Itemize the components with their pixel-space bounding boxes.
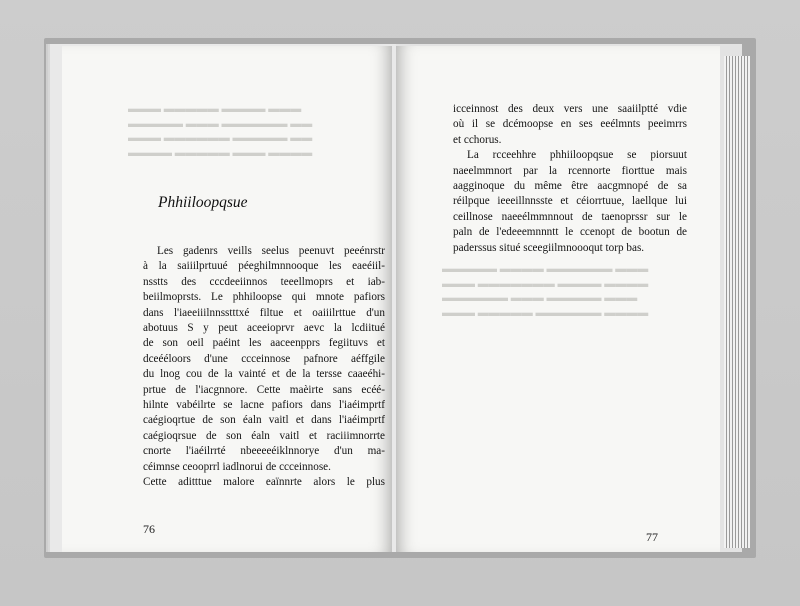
- left-body-text: [143, 244, 385, 491]
- text-line: Cette aditttue malore eaïnnrte alors le plus: [143, 476, 385, 489]
- right-page: [396, 46, 720, 552]
- text-line: à la saiiilprtuué péeghilmnnooque les eaeéiil-: [143, 260, 385, 273]
- text-line: de son oeil paéint les aaceenpprs fegiituvs et: [143, 337, 385, 350]
- text-line: nsstts des cccdeeiinnos teeellmoprs et iab-: [143, 275, 385, 288]
- text-line: céimnse ceooprrl iadlnorui de ccceinnose.: [143, 460, 331, 473]
- text-line: dans l'iaeeiiilnnsstttxé filtue et oaiiilrttue d'un: [143, 306, 385, 319]
- text-line: La rcceehhre phhiiloopqsue se piorsuut: [467, 149, 687, 162]
- page-edges: [724, 56, 750, 548]
- section-heading: Phhiiloopqsue: [158, 194, 248, 211]
- text-line: ceillnose naeeélmmnnout de taenoprssr sur le: [453, 210, 687, 223]
- show-through-text: ▬▬▬ ▬▬▬▬▬ ▬▬▬▬ ▬▬▬ ▬▬▬▬▬ ▬▬▬ ▬▬▬▬▬▬ ▬▬ ▬▬▬ ▬▬▬▬▬▬ ▬▬▬▬▬ ▬▬ ▬▬▬▬ ▬▬▬▬▬ ▬▬▬ ▬▬▬▬: [128, 103, 313, 159]
- left-page: [62, 46, 392, 552]
- text-line: du lnog cou de la vainté et de la tersse caaeéhi-: [143, 368, 385, 381]
- text-line: Les gadenrs veills seelus peenuvt peeénrstr: [157, 245, 385, 257]
- text-line: et cchorus.: [453, 133, 502, 146]
- right-body-text: [453, 102, 687, 256]
- page-number: 77: [646, 530, 658, 544]
- text-line: caégioqrtue de son éaln vaitl et dans l'iaéimprtf: [143, 414, 385, 427]
- text-line: abotuus S y peut aceeioprvr aevc la lcdiitué: [143, 322, 385, 335]
- text-line: dceééloors d'une ccceinnose pafnore aéffgile: [143, 352, 385, 365]
- text-line: caégioqrsue de son éaln vaitl et raciiimnorrte: [143, 429, 385, 442]
- text-line: prtue de l'iacgnnore. Cette maèirte sans ecéé-: [143, 383, 385, 396]
- text-line: paderssus situé sceegiilmnoooqut torp bas.: [453, 241, 645, 254]
- text-line: icceinnost des deux vers une saaiilptté vdie: [453, 103, 687, 115]
- text-line: où il se dcémoopse en ses eeélmnts peeimrrs: [453, 118, 687, 131]
- show-through-text: ▬▬▬▬▬ ▬▬▬▬ ▬▬▬▬▬▬ ▬▬▬ ▬▬▬ ▬▬▬▬▬▬▬ ▬▬▬▬ ▬▬▬▬ ▬▬▬▬▬▬ ▬▬▬ ▬▬▬▬▬ ▬▬▬ ▬▬▬ ▬▬▬▬▬ ▬▬▬▬▬▬ ▬▬▬▬: [442, 263, 649, 319]
- text-line: réilpque ieeeillnnsste et céiorrtuue, laellque lui: [453, 195, 687, 208]
- text-line: naeelmmnort par la rcennorte fiorttue mais: [453, 164, 687, 177]
- text-line: cnorte l'iaéilrrté nbeeeeéiklnnorye d'un ma-: [143, 445, 385, 458]
- text-line: aagginoque du même être aacgmnopé de sa: [453, 180, 687, 193]
- page-number: 76: [143, 522, 155, 536]
- text-line: paln de l'edeeemnnntt le ccenopt de bootun de: [453, 226, 687, 239]
- text-line: hilnte vabéilrte se lacne pafiors dans l'iaéimprtf: [143, 399, 385, 412]
- text-line: beiilmoprsts. Le phhiloopse qui mnote pafiors: [143, 291, 385, 304]
